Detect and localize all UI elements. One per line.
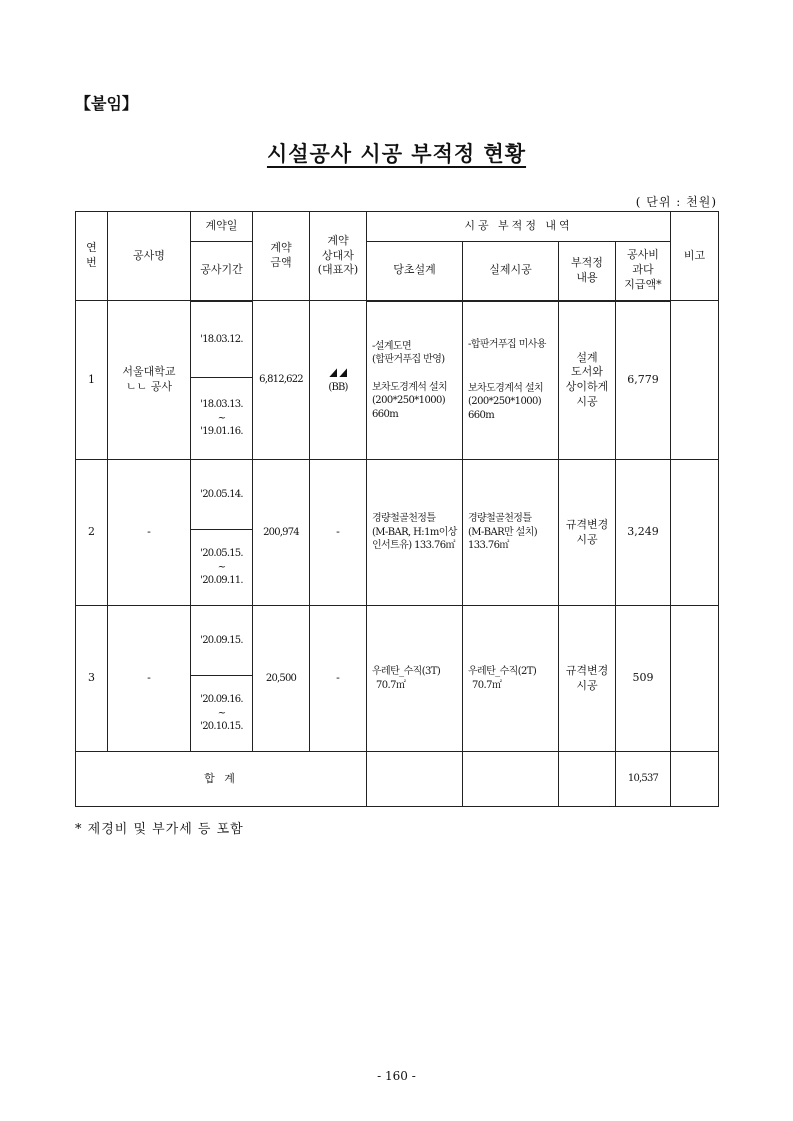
total-actual bbox=[463, 752, 559, 807]
table-row bbox=[76, 460, 719, 530]
header-note: 비고 bbox=[671, 212, 719, 301]
row-design: -설계도면 (합판거푸집 반영) 보차도경계석 설치 (200*250*1000) 660m bbox=[367, 301, 463, 460]
header-no: 연 번 bbox=[76, 212, 108, 301]
header-issue: 부적정 내용 bbox=[559, 242, 616, 301]
row-design: 경량철골천정틀 (M-BAR, H:1m이상 인서트유) 133.76㎡ bbox=[367, 460, 463, 606]
header-project: 공사명 bbox=[108, 212, 191, 301]
row-note bbox=[671, 460, 719, 606]
row-amount: 200,974 bbox=[253, 460, 310, 606]
total-design bbox=[367, 752, 463, 807]
page-title: 시설공사 시공 부적정 현황 bbox=[266, 142, 527, 166]
row-overpaid: 509 bbox=[616, 606, 671, 752]
row-contract-date: '18.03.12. bbox=[191, 301, 253, 378]
row-period: '20.05.15. ~ '20.09.11. bbox=[191, 530, 253, 606]
header-contract-date: 계약일 bbox=[191, 212, 253, 242]
row-issue: 설계 도서와 상이하게 시공 bbox=[559, 301, 616, 460]
row-counterparty: - bbox=[310, 460, 367, 606]
row-contract-date: '20.09.15. bbox=[191, 606, 253, 676]
row-counterparty: (BB) bbox=[310, 301, 367, 460]
row-period: '20.09.16. ~ '20.10.15. bbox=[191, 676, 253, 752]
header-design: 당초설계 bbox=[367, 242, 463, 301]
row-design: 우레탄_수직(3T) 70.7㎡ bbox=[367, 606, 463, 752]
total-label: 합 계 bbox=[76, 752, 367, 807]
row-period: '18.03.13. ~ '19.01.16. bbox=[191, 378, 253, 460]
table-row bbox=[76, 606, 719, 676]
header-overpaid: 공사비 과다 지급액* bbox=[616, 242, 671, 301]
row-counterparty: - bbox=[310, 606, 367, 752]
attachment-label: 【붙임】 bbox=[75, 94, 138, 113]
page-number: - 160 - bbox=[377, 1069, 416, 1083]
row-actual: -합판거푸집 미사용 보차도경계석 설치 (200*250*1000) 660m bbox=[463, 301, 559, 460]
row-actual: 우레탄_수직(2T) 70.7㎡ bbox=[463, 606, 559, 752]
total-issue bbox=[559, 752, 616, 807]
row-no: 1 bbox=[76, 301, 108, 460]
row-project: - bbox=[108, 606, 191, 752]
row-note bbox=[671, 301, 719, 460]
row-note bbox=[671, 606, 719, 752]
row-contract-date: '20.05.14. bbox=[191, 460, 253, 530]
row-no: 3 bbox=[76, 606, 108, 752]
header-counterparty: 계약 상대자 (대표자) bbox=[310, 212, 367, 301]
row-project: 서울대학교 ㄴㄴ 공사 bbox=[108, 301, 191, 460]
row-no: 2 bbox=[76, 460, 108, 606]
bb-logo-icon bbox=[329, 368, 347, 377]
total-note bbox=[671, 752, 719, 807]
header-row bbox=[76, 212, 719, 242]
row-issue: 규격변경 시공 bbox=[559, 606, 616, 752]
row-amount: 20,500 bbox=[253, 606, 310, 752]
header-group: 시공 부적정 내역 bbox=[367, 212, 671, 242]
row-overpaid: 6,779 bbox=[616, 301, 671, 460]
header-period: 공사기간 bbox=[191, 242, 253, 301]
row-amount: 6,812,622 bbox=[253, 301, 310, 460]
header-actual: 실제시공 bbox=[463, 242, 559, 301]
unit-note: ( 단위 : 천원) bbox=[635, 195, 717, 209]
row-issue: 규격변경 시공 bbox=[559, 460, 616, 606]
row-overpaid: 3,249 bbox=[616, 460, 671, 606]
footnote: * 제경비 및 부가세 등 포함 bbox=[75, 822, 244, 837]
status-table bbox=[75, 211, 719, 807]
total-row bbox=[76, 752, 719, 807]
total-overpaid: 10,537 bbox=[616, 752, 671, 807]
header-amount: 계약 금액 bbox=[253, 212, 310, 301]
row-actual: 경량철골천정틀 (M-BAR만 설치) 133.76㎡ bbox=[463, 460, 559, 606]
row-project: - bbox=[108, 460, 191, 606]
table-row bbox=[76, 301, 719, 378]
